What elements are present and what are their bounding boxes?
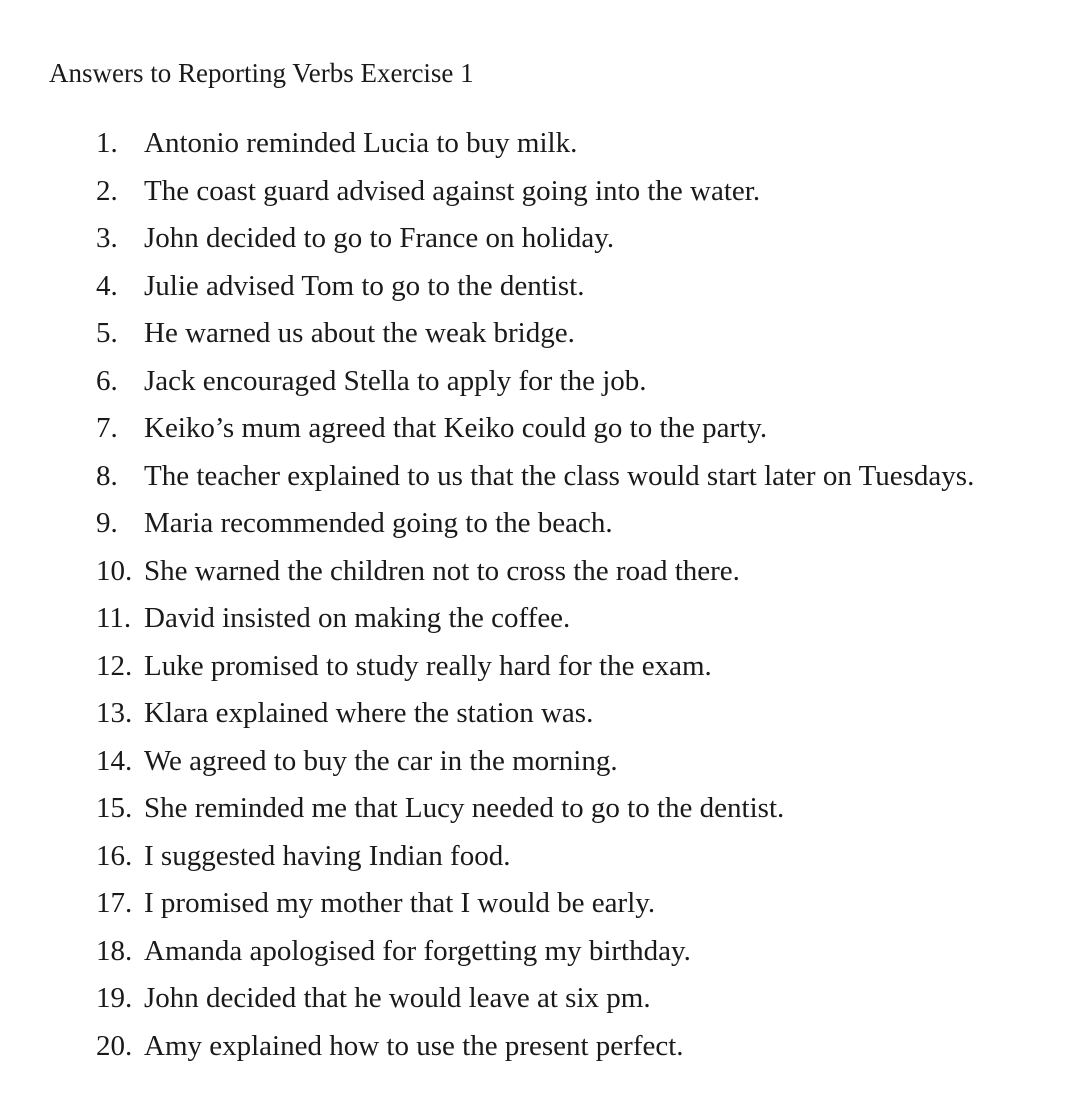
answer-number: 10. xyxy=(96,554,133,587)
answer-text: Luke promised to study really hard for the exam. xyxy=(144,649,712,682)
answer-number: 19. xyxy=(96,982,133,1014)
answer-text: Julie advised Tom to go to the dentist. xyxy=(144,269,585,302)
answer-text: John decided to go to France on holiday. xyxy=(144,222,615,254)
answer-item-15 xyxy=(96,789,974,837)
answer-item-18 xyxy=(96,932,974,980)
answer-number: 11. xyxy=(96,602,132,634)
answer-item-1 xyxy=(96,124,974,172)
answer-item-7 xyxy=(96,409,974,457)
answer-text: We agreed to buy the car in the morning. xyxy=(144,744,618,777)
answer-item-3 xyxy=(96,219,974,267)
answer-text: She warned the children not to cross the road there. xyxy=(144,554,740,587)
answer-text: The coast guard advised against going into the water. xyxy=(144,174,761,207)
answer-item-6 xyxy=(96,362,974,410)
answer-item-4 xyxy=(96,267,974,315)
answer-item-13 xyxy=(96,694,974,742)
answer-number: 13. xyxy=(96,697,133,729)
answer-text: I promised my mother that I would be early. xyxy=(144,887,656,919)
answer-number: 9. xyxy=(96,507,118,539)
answer-item-16 xyxy=(96,837,974,885)
answer-number: 7. xyxy=(96,412,118,444)
answer-number: 18. xyxy=(96,934,133,967)
answer-number: 15. xyxy=(96,792,133,824)
answer-item-2 xyxy=(96,172,974,220)
answer-text: Klara explained where the station was. xyxy=(144,697,594,729)
answer-number: 17. xyxy=(96,887,133,919)
answer-item-19 xyxy=(96,979,974,1027)
answer-list xyxy=(96,124,974,1074)
answer-number: 1. xyxy=(96,127,118,159)
answer-number: 3. xyxy=(96,222,118,254)
answer-number: 5. xyxy=(96,317,118,349)
answer-text: Amanda apologised for forgetting my birthday. xyxy=(144,934,691,967)
answer-number: 12. xyxy=(96,649,133,682)
answer-item-12 xyxy=(96,647,974,695)
answer-text: Antonio reminded Lucia to buy milk. xyxy=(144,127,578,159)
answer-text: Maria recommended going to the beach. xyxy=(144,507,613,539)
answer-text: John decided that he would leave at six pm. xyxy=(144,982,651,1014)
answer-item-20 xyxy=(96,1027,974,1075)
answer-text: Keiko’s mum agreed that Keiko could go to the party. xyxy=(144,412,768,444)
answer-number: 2. xyxy=(96,174,118,207)
answer-text: The teacher explained to us that the class would start later on Tuesdays. xyxy=(144,459,975,492)
answer-text: Amy explained how to use the present perfect. xyxy=(144,1029,684,1062)
answer-number: 20. xyxy=(96,1029,133,1062)
answer-number: 8. xyxy=(96,459,118,492)
answer-text: I suggested having Indian food. xyxy=(144,839,511,872)
answer-text: He warned us about the weak bridge. xyxy=(144,317,575,349)
answer-item-5 xyxy=(96,314,974,362)
page-title: Answers to Reporting Verbs Exercise 1 xyxy=(49,58,474,88)
answer-item-9 xyxy=(96,504,974,552)
answer-item-11 xyxy=(96,599,974,647)
answer-text: David insisted on making the coffee. xyxy=(144,602,571,634)
answer-number: 4. xyxy=(96,269,118,302)
answer-number: 16. xyxy=(96,839,133,872)
answer-text: She reminded me that Lucy needed to go to the dentist. xyxy=(144,792,785,824)
answer-text: Jack encouraged Stella to apply for the job. xyxy=(144,364,647,397)
answer-item-10 xyxy=(96,552,974,600)
answer-item-17 xyxy=(96,884,974,932)
answer-number: 6. xyxy=(96,364,118,397)
answer-item-14 xyxy=(96,742,974,790)
answer-item-8 xyxy=(96,457,974,505)
answer-number: 14. xyxy=(96,744,133,777)
